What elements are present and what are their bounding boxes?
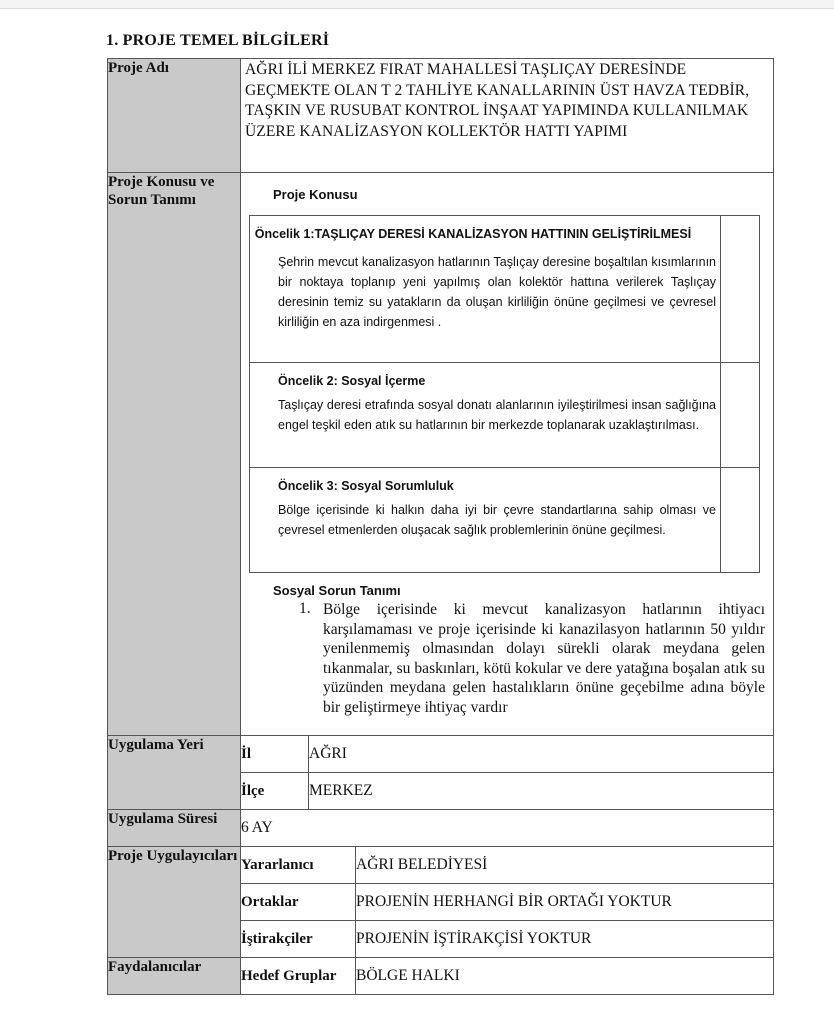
label-uygulayicilar: Proje Uygulayıcıları: [108, 847, 241, 958]
project-info-table: [107, 58, 774, 995]
priority-2-cell: [250, 363, 721, 468]
priority-1-title: Öncelik 1:TAŞLIÇAY DERESİ KANALİZASYON HATTININ GELİŞTİRİLMESİ: [254, 227, 692, 241]
row-proje-adi: [108, 59, 774, 173]
row-uygulama-yeri-il: [108, 736, 774, 773]
priority-3-side: [721, 468, 760, 573]
label-uygulama-suresi: Uygulama Süresi: [108, 810, 241, 847]
project-name-text: AĞRI İLİ MERKEZ FIRAT MAHALLESİ TAŞLIÇAY DERESİNDE GEÇMEKTE OLAN T 2 TAHLİYE KANALLARININ ÜST HAVZA TEDBİR, TAŞKIN VE RUSUBAT KONTROL İNŞAAT YAPIMINDA KULLANILMAK ÜZERE KANALİZASYON KOLLEKTÖR HATTI YAPIMI: [245, 61, 750, 140]
value-proje-adi: [241, 59, 774, 173]
priority-1-cell: [250, 216, 721, 363]
sorun-item-text: Bölge içerisinde ki mevcut kanalizasyon hatlarının ihtiyacı karşılamaması ve proje içerisinde ki kanazilasyon hatlarının 50 yıldır yenilenmemiş olmasından dolayı sürekli olarak meydana gelen tıkanmalar, su baskınları, kötü kokular ve dere yatağına boşalan atık su yüzünden meydana gelen hastalıkların önüne geçebilme adına böyle bir geliştirmeye ihtiyaç vardır: [323, 601, 765, 716]
istirakciler-label: İştirakçiler: [241, 921, 356, 958]
ilce-label: İlçe: [241, 773, 309, 810]
il-label: İl: [241, 736, 309, 773]
label-uygulama-yeri: Uygulama Yeri: [108, 736, 241, 810]
yararlanici-value: AĞRI BELEDİYESİ: [356, 847, 774, 884]
priority-2-title: Öncelik 2: Sosyal İçerme: [278, 374, 426, 388]
label-proje-adi: Proje Adı: [108, 59, 241, 173]
sosyal-sorun-heading: Sosyal Sorun Tanımı: [273, 583, 401, 598]
row-uygulama-suresi: [108, 810, 774, 847]
konu-cell: [241, 173, 774, 736]
hedef-gruplar-value: BÖLGE HALKI: [356, 958, 774, 995]
priority-3-text: Bölge içerisinde ki halkın daha iyi bir çevre standartlarına sahip olması ve çevresel etmenlerden oluşacak sağlık problemlerinin önüne geçilmesi.: [278, 503, 716, 537]
hedef-gruplar-label: Hedef Gruplar: [241, 958, 356, 995]
priority-row-3: [250, 468, 760, 573]
sorun-item-number: 1.: [299, 600, 311, 617]
istirakciler-value: PROJENİN İŞTİRAKÇİSİ YOKTUR: [356, 921, 774, 958]
priorities-table: [249, 215, 760, 573]
uygulama-suresi-value: 6 AY: [241, 810, 774, 847]
row-yararlanici: [108, 847, 774, 884]
proje-konusu-heading: Proje Konusu: [273, 187, 358, 202]
priority-2-side: [721, 363, 760, 468]
priority-3-cell: [250, 468, 721, 573]
il-value: AĞRI: [309, 736, 774, 773]
row-konu: [108, 173, 774, 736]
ortaklar-label: Ortaklar: [241, 884, 356, 921]
section-title: 1. PROJE TEMEL BİLGİLERİ: [106, 32, 330, 49]
priority-1-text: Şehrin mevcut kanalizasyon hatlarının Taşlıçay deresine boşaltılan kısımlarının bir noktaya toplanıp yeni yapılmış olan kolektör hattına verilerek Taşlıçay deresinin temiz su yatakların da oluşan kirliliğin önüne geçilmesi ve çevresel kirliliğin en aza indirgenmesi .: [278, 255, 716, 329]
priority-3-title: Öncelik 3: Sosyal Sorumluluk: [278, 479, 454, 493]
ilce-value: MERKEZ: [309, 773, 774, 810]
ortaklar-value: PROJENİN HERHANGİ BİR ORTAĞI YOKTUR: [356, 884, 774, 921]
row-faydalanicilar: [108, 958, 774, 995]
label-konu: Proje Konusu ve Sorun Tanımı: [108, 173, 241, 736]
priority-row-1: [250, 216, 760, 363]
top-strip: [0, 0, 834, 9]
label-faydalanicilar: Faydalanıcılar: [108, 958, 241, 995]
yararlanici-label: Yararlanıcı: [241, 847, 356, 884]
priority-1-side: [721, 216, 760, 363]
priority-2-text: Taşlıçay deresi etrafında sosyal donatı alanlarının iyileştirilmesi insan sağlığına engel teşkil eden atık su hatlarının bir merkezde toplanarak uzaklaştırılması.: [278, 398, 716, 432]
priority-row-2: [250, 363, 760, 468]
